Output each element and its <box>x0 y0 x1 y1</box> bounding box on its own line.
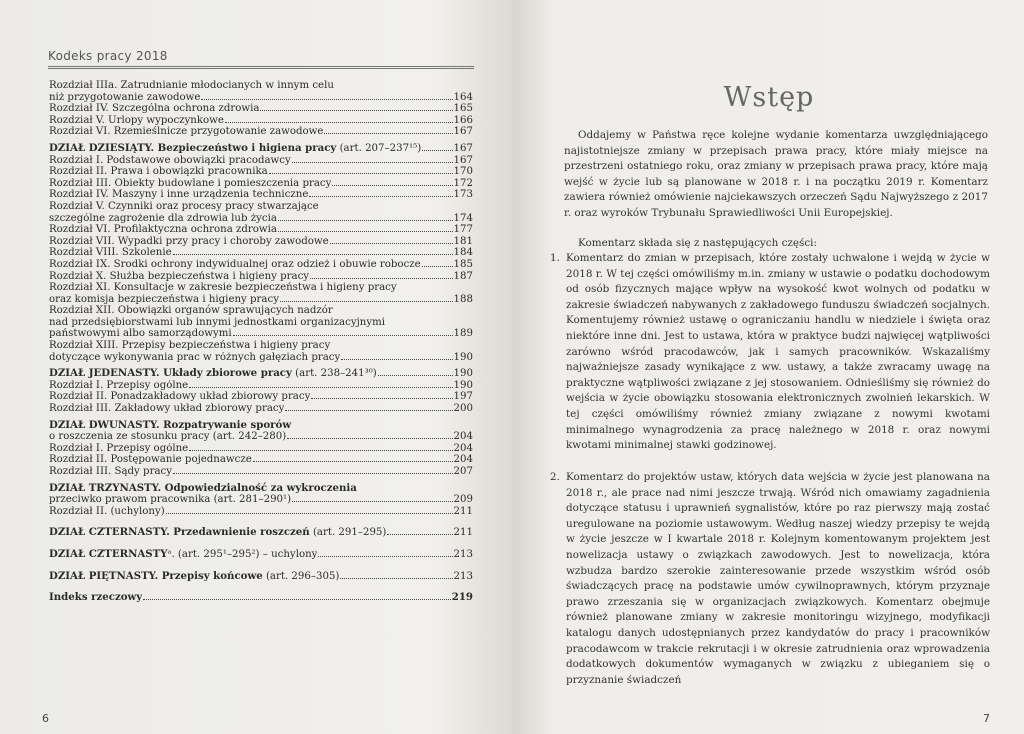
toc-entry-line: Rozdział V. Czynniki oraz procesy pracy stwarzające <box>49 200 319 212</box>
toc-section: DZIAŁ CZTERNASTYᵃ. (art. 295¹–295²) – uchylony 213 <box>49 548 473 560</box>
toc-entry: Rozdział I. Przepisy ogólne 204 <box>49 442 473 454</box>
toc-entry: Rozdział VI. Rzemieślnicze przygotowanie zawodowe 167 <box>49 126 473 138</box>
list-number: 1. <box>550 252 560 264</box>
toc-entry: Rozdział IX. Środki ochrony indywidualnej oraz odzież i obuwie robocze 185 <box>49 258 473 270</box>
running-head: Kodeks pracy 2018 <box>48 49 168 63</box>
toc-entry: Rozdział II. Postępowanie pojednawcze 204 <box>49 454 473 466</box>
toc-section-line: DZIAŁ DWUNASTY. Rozpatrywanie sporów <box>49 418 292 431</box>
list-lead: Komentarz składa się z następujących części: <box>578 237 817 249</box>
toc-section: o roszczenia ze stosunku pracy (art. 242–280) 204 <box>49 431 473 443</box>
toc-entry: Rozdział III. Obiekty budowlane i pomieszczenia pracy 172 <box>49 177 473 189</box>
toc-entry: Rozdział X. Służba bezpieczeństwa i higieny pracy 187 <box>49 270 473 282</box>
toc-section: DZIAŁ JEDENASTY. Układy zbiorowe pracy (art. 238–241³⁰) 190 <box>49 368 473 380</box>
toc-entry: niż przygotowanie zawodowe 164 <box>49 91 473 103</box>
toc-entry: Rozdział II. Ponadzakładowy układ zbiorowy pracy 197 <box>49 391 473 403</box>
toc-entry: dotyczące wykonywania prac w różnych gałęziach pracy 190 <box>49 351 473 363</box>
toc-entry: Rozdział III. Sądy pracy 207 <box>49 466 473 477</box>
right-page <box>514 0 1024 734</box>
toc-entry-line: nad przedsiębiorstwami lub innymi jednostkami organizacyjnymi <box>49 316 385 328</box>
toc-entry: Rozdział VI. Profilaktyczna ochrona zdrowia 177 <box>49 224 473 236</box>
toc-entry-line: Rozdział XI. Konsultacje w zakresie bezpieczeństwa i higieny pracy <box>49 282 397 294</box>
chapter-title: Wstęp <box>723 82 815 113</box>
list-text: Komentarz do zmian w przepisach, które zostały uchwalone i wejdą w życie w 2018 r. W tej części omówiliśmy m.in. zmiany w ustawie o podatku dochodowym od osób fizycznych mające wpływ na wysokość kwot wolnych od podatku w zakresie świadczeń nabywanych z zakładowego funduszu świadczeń socjalnych. Komentujemy również ustawę o ograniczaniu handlu w niedziele i święta oraz niektóre inne dni. Jest to ustawa, która w praktyce budzi najwięcej wątpliwości zarówno wśród pracodawców, jak i samych pracowników. Wskazaliśmy najważniejsze zasady wynikające z ww. ustawy, a także zwracamy uwagę na praktyczne wątpliwości związane z jej stosowaniem. Odnieśliśmy się również do wejścia w życie obowiązku stosowania elektronicznych zwolnień lekarskich. W tej części omówiliśmy również zmiany związane z nowymi kwotami minimalnego wynagrodzenia za pracę należnego w 2018 r. oraz nowymi kwotami minimalnej stawki godzinowej. <box>566 252 990 452</box>
toc-entry: Rozdział II. (uchylony) 211 <box>49 505 473 517</box>
toc-entry: Rozdział I. Podstawowe obowiązki pracodawcy 167 <box>49 154 473 166</box>
table-of-contents <box>49 80 473 604</box>
toc-section-line: DZIAŁ TRZYNASTY. Odpowiedzialność za wykroczenia <box>49 481 357 494</box>
list-number: 2. <box>550 471 560 483</box>
list-item <box>550 470 990 688</box>
header-rule <box>48 66 474 69</box>
list-text: Komentarz do projektów ustaw, których data wejścia w życie jest planowana na 2018 r., ale prace nad nimi jeszcze trwają. Wśród nich omawiamy zagadnienia dotyczące statusu i uprawnień sygnalistów, które po raz pierwszy mają zostać uregulowane na poziomie ustawowym. Według naszej wiedzy przepisy te wejdą w życie jeszcze w I kwartale 2018 r. Kolejnym komentowanym projektem jest nowelizacja ustawy o związkach zawodowych. Jest to nowelizacja, która wzbudza bardzo szerokie zainteresowanie przede wszystkim wśród osób świadczących pracę na podstawie umów cywilnoprawnych, którym przyznaje prawo zrzeszania się w organizacjach związkowych. Komentarz obejmuje również planowane zmiany w zakresie monitoringu wizyjnego, modyfikacji katalogu danych udostępnianych przez kandydatów do pracy i pracowników pracodawcom w trakcie rekrutacji i w okresie zatrudnienia oraz wprowadzenia dodatkowych dokumentów wymaganych w związku z ubieganiem się o przyznanie świadczeń <box>566 471 990 686</box>
intro-paragraph: Oddajemy w Państwa ręce kolejne wydanie komentarza uwzględniającego najistotniejsze zmiany w przepisach prawa pracy, które miały miejsce na przestrzeni ostatniego roku, oraz zmiany w przepisach prawa pracy, które mają wejść w życie lub są planowane w 2018 r. i na początku 2019 r. Komentarz zawiera również omówienie najciekawszych orzeczeń Sądu Najwyższego z 2017 r. oraz wyroków Trybunału Sprawiedliwości Unii Europejskiej. <box>564 129 988 219</box>
toc-entry-line: Rozdział XII. Obowiązki organów sprawujących nadzór <box>49 305 333 317</box>
toc-entry: oraz komisja bezpieczeństwa i higieny pracy 188 <box>49 293 473 305</box>
toc-section: DZIAŁ DZIESIĄTY. Bezpieczeństwo i higiena pracy (art. 207–237¹⁵) 167 <box>49 142 473 154</box>
toc-section: DZIAŁ CZTERNASTY. Przedawnienie roszczeń (art. 291–295) 211 <box>49 527 473 539</box>
toc-section: przeciwko prawom pracownika (art. 281–290¹) 209 <box>49 494 473 506</box>
toc-entry-line: Rozdział IIIa. Zatrudnianie młodocianych w innym celu <box>49 80 334 91</box>
toc-entry: Rozdział I. Przepisy ogólne 190 <box>49 379 473 391</box>
toc-entry: Rozdział IV. Maszyny i inne urządzenia techniczne 173 <box>49 189 473 201</box>
toc-entry-line: Rozdział XIII. Przepisy bezpieczeństwa i higieny pracy <box>49 340 331 352</box>
toc-entry: Rozdział VIII. Szkolenie 184 <box>49 247 473 259</box>
toc-index: Indeks rzeczowy 219 <box>49 591 473 604</box>
toc-entry: państwowymi albo samorządowymi 189 <box>49 328 473 340</box>
toc-entry: Rozdział II. Prawa i obowiązki pracownika 170 <box>49 166 473 178</box>
toc-section: DZIAŁ PIĘTNASTY. Przepisy końcowe (art. 296–305) 213 <box>49 570 473 582</box>
toc-entry: Rozdział III. Zakładowy układ zbiorowy pracy 200 <box>49 403 473 415</box>
toc-entry: Rozdział V. Urlopy wypoczynkowe 166 <box>49 114 473 126</box>
page-number: 7 <box>983 712 990 725</box>
toc-entry: Rozdział IV. Szczególna ochrona zdrowia 165 <box>49 103 473 115</box>
page-number: 6 <box>42 712 49 725</box>
toc-entry: szczególne zagrożenie dla zdrowia lub życia 174 <box>49 212 473 224</box>
toc-entry: Rozdział VII. Wypadki przy pracy i choroby zawodowe 181 <box>49 235 473 247</box>
list-item <box>550 251 990 454</box>
